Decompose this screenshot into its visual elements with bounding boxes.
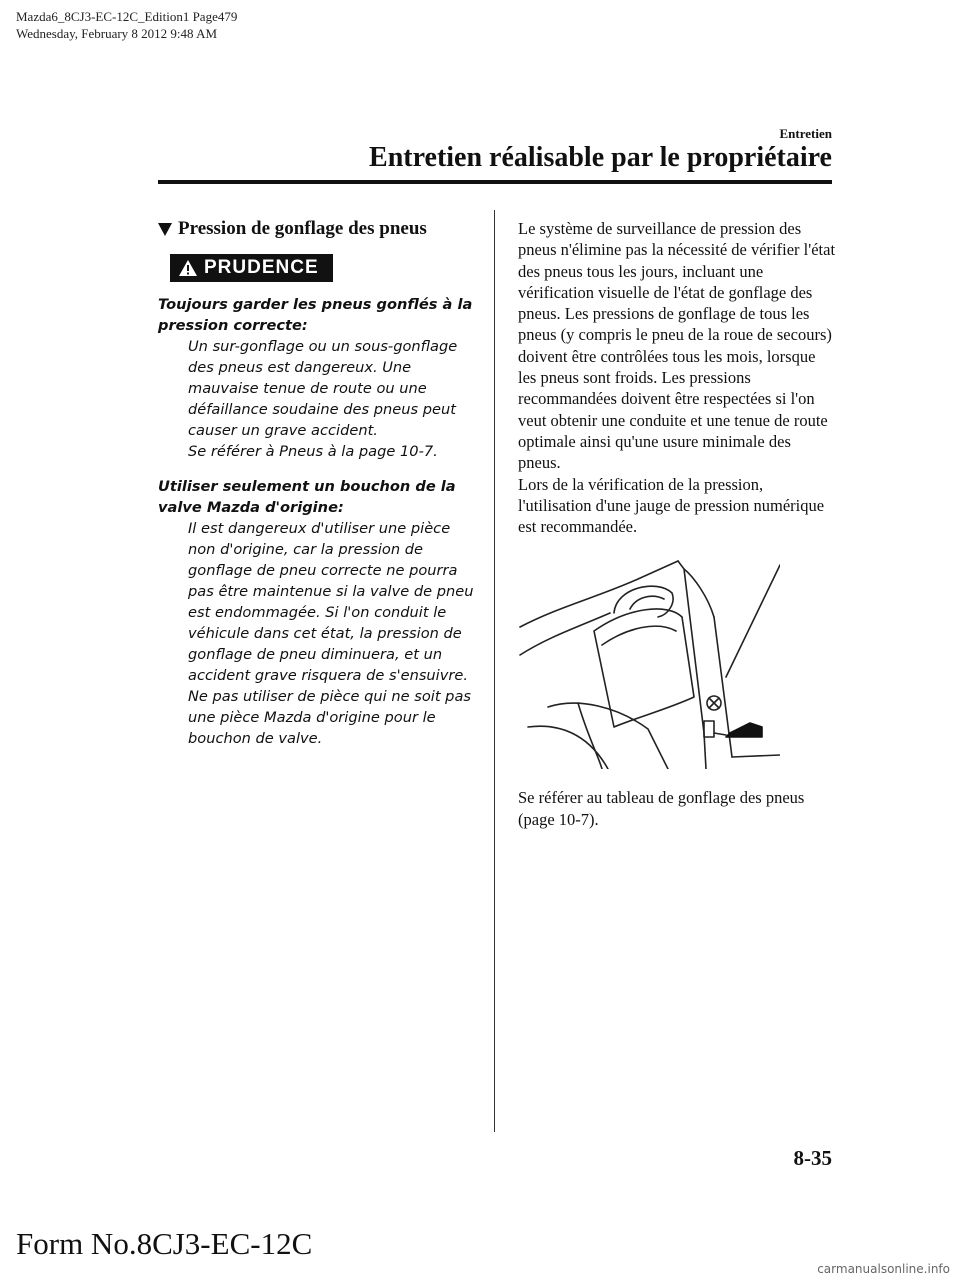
section-heading (158, 218, 480, 240)
print-meta-line-1: Mazda6_8CJ3-EC-12C_Edition1 Page479 (16, 9, 238, 24)
caution-2-text: Il est dangereux d'utiliser une pièce non d'origine, car la pression de gonflage de pneu correcte ne pourra pas être maintenue si la valve de pneu est endommagée. Si l'on conduit le véhicule dans cet état, la pression de gonflage de pneu diminuera, et un accident grave risquera de s'ensuivre. Ne pas utiliser de pièce qui ne soit pas une pièce Mazda d'origine pour le bouchon de valve. (188, 520, 474, 747)
warning-icon (178, 259, 198, 277)
caution-1-body (188, 336, 480, 462)
caution-1-reference: Se référer à Pneus à la page 10-7. (188, 443, 438, 460)
right-column (518, 218, 836, 830)
paragraph-3: Se référer au tableau de gonflage des pneus (page 10-7). (518, 788, 805, 829)
caution-label: PRUDENCE (204, 257, 319, 278)
triangle-bullet-icon (158, 223, 172, 236)
page-number: 8-35 (793, 1146, 832, 1170)
paragraph-1: Le système de surveillance de pression des pneus n'élimine pas la nécessité de vérifier l'état des pneus tous les jours, incluant une vérification visuelle de l'état de gonflage des pneus. Les pressions de gonflage de tous les pneus (y compris le pneu de la roue de secours) doivent être contrôlées tous les mois, lorsque les pneus sont froids. Les pressions recommandées doivent être respectées si l'on veut obtenir une conduite et une tenue de route optimale ainsi qu'une usure minimale des pneus. (518, 219, 836, 473)
paragraph-2: Lors de la vérification de la pression, l'utilisation d'une jauge de pression numérique est recommandée. (518, 474, 825, 537)
caution-2-body (188, 518, 480, 749)
caution-badge (170, 254, 333, 282)
print-meta-line-2: Wednesday, February 8 2012 9:48 AM (16, 26, 218, 41)
caution-block-2 (158, 476, 480, 749)
watermark: carmanualsonline.info (817, 1262, 950, 1276)
caution-block-1 (158, 294, 480, 462)
print-metadata (16, 8, 237, 42)
caution-1-text: Un sur-gonflage ou un sous-gonflage des pneus est dangereux. Une mauvaise tenue de route ou une défaillance soudaine des pneus peut causer un grave accident. (188, 338, 458, 439)
header-rule (158, 180, 832, 184)
caution-2-lead: Utiliser seulement un bouchon de la valve Mazda d'origine: (158, 478, 456, 516)
tire-placard-illustration (518, 557, 780, 769)
section-heading-text: Pression de gonflage des pneus (178, 218, 427, 239)
page-title: Entretien réalisable par le propriétaire (369, 142, 832, 173)
left-column (158, 218, 480, 763)
section-label: Entretien (779, 126, 832, 141)
caution-1-lead: Toujours garder les pneus gonflés à la pression correcte: (158, 296, 473, 334)
column-divider (494, 210, 495, 1132)
form-number: Form No.8CJ3-EC-12C (16, 1226, 313, 1261)
